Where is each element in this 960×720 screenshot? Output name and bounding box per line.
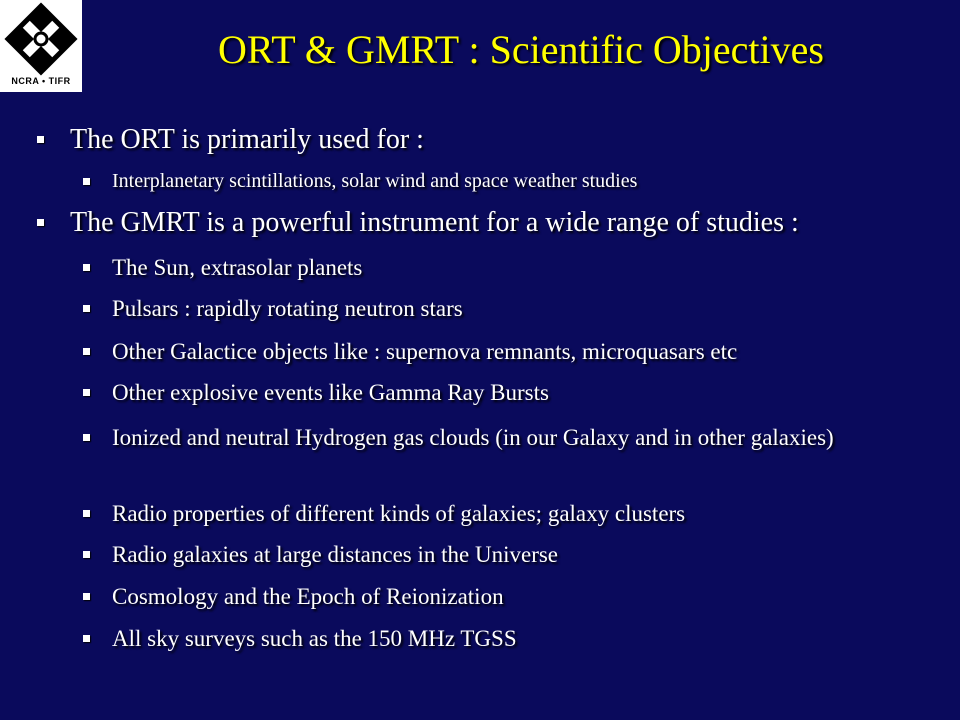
bullet-text: The GMRT is a powerful instrument for a wide range of studies :	[70, 207, 799, 238]
bullet-text: The Sun, extrasolar planets	[112, 255, 363, 280]
square-bullet-icon	[83, 389, 90, 396]
square-bullet-icon	[37, 219, 44, 226]
list-item	[112, 337, 942, 366]
square-bullet-icon	[83, 510, 90, 517]
bullet-text: Other explosive events like Gamma Ray Bursts	[112, 380, 549, 405]
square-bullet-icon	[83, 305, 90, 312]
logo-caption: NCRA • TIFR	[11, 76, 71, 86]
bullet-text: Ionized and neutral Hydrogen gas clouds (in our Galaxy and in other galaxies)	[112, 425, 834, 450]
square-bullet-icon	[83, 635, 90, 642]
bullet-text: Cosmology and the Epoch of Reionization	[112, 584, 504, 609]
bullet-text: All sky surveys such as the 150 MHz TGSS	[112, 626, 517, 651]
list-item	[112, 378, 942, 407]
square-bullet-icon	[83, 178, 90, 185]
square-bullet-icon	[83, 434, 90, 441]
square-bullet-icon	[83, 551, 90, 558]
list-item	[112, 624, 942, 653]
list-item	[112, 253, 942, 282]
bullet-ort-item	[112, 167, 942, 196]
bullet-text: Radio properties of different kinds of galaxies; galaxy clusters	[112, 501, 686, 526]
square-bullet-icon	[83, 264, 90, 271]
bullet-text: Pulsars : rapidly rotating neutron stars	[112, 296, 463, 321]
slide-title: ORT & GMRT : Scientific Objectives	[218, 27, 824, 72]
bullet-text: Other Galactice objects like : supernova remnants, microquasars etc	[112, 339, 738, 364]
list-item	[112, 499, 942, 528]
list-item	[112, 294, 942, 323]
square-bullet-icon	[83, 593, 90, 600]
list-item	[112, 423, 942, 452]
square-bullet-icon	[83, 348, 90, 355]
list-item	[112, 540, 942, 569]
bullet-ort-heading	[70, 124, 424, 156]
square-bullet-icon	[37, 136, 44, 143]
bullet-text: Interplanetary scintillations, solar wind and space weather studies	[112, 170, 638, 192]
bullet-text: The ORT is primarily used for :	[70, 124, 424, 155]
list-item	[112, 582, 942, 611]
bullet-gmrt-heading	[70, 207, 799, 239]
bullet-text: Radio galaxies at large distances in the Universe	[112, 542, 559, 567]
